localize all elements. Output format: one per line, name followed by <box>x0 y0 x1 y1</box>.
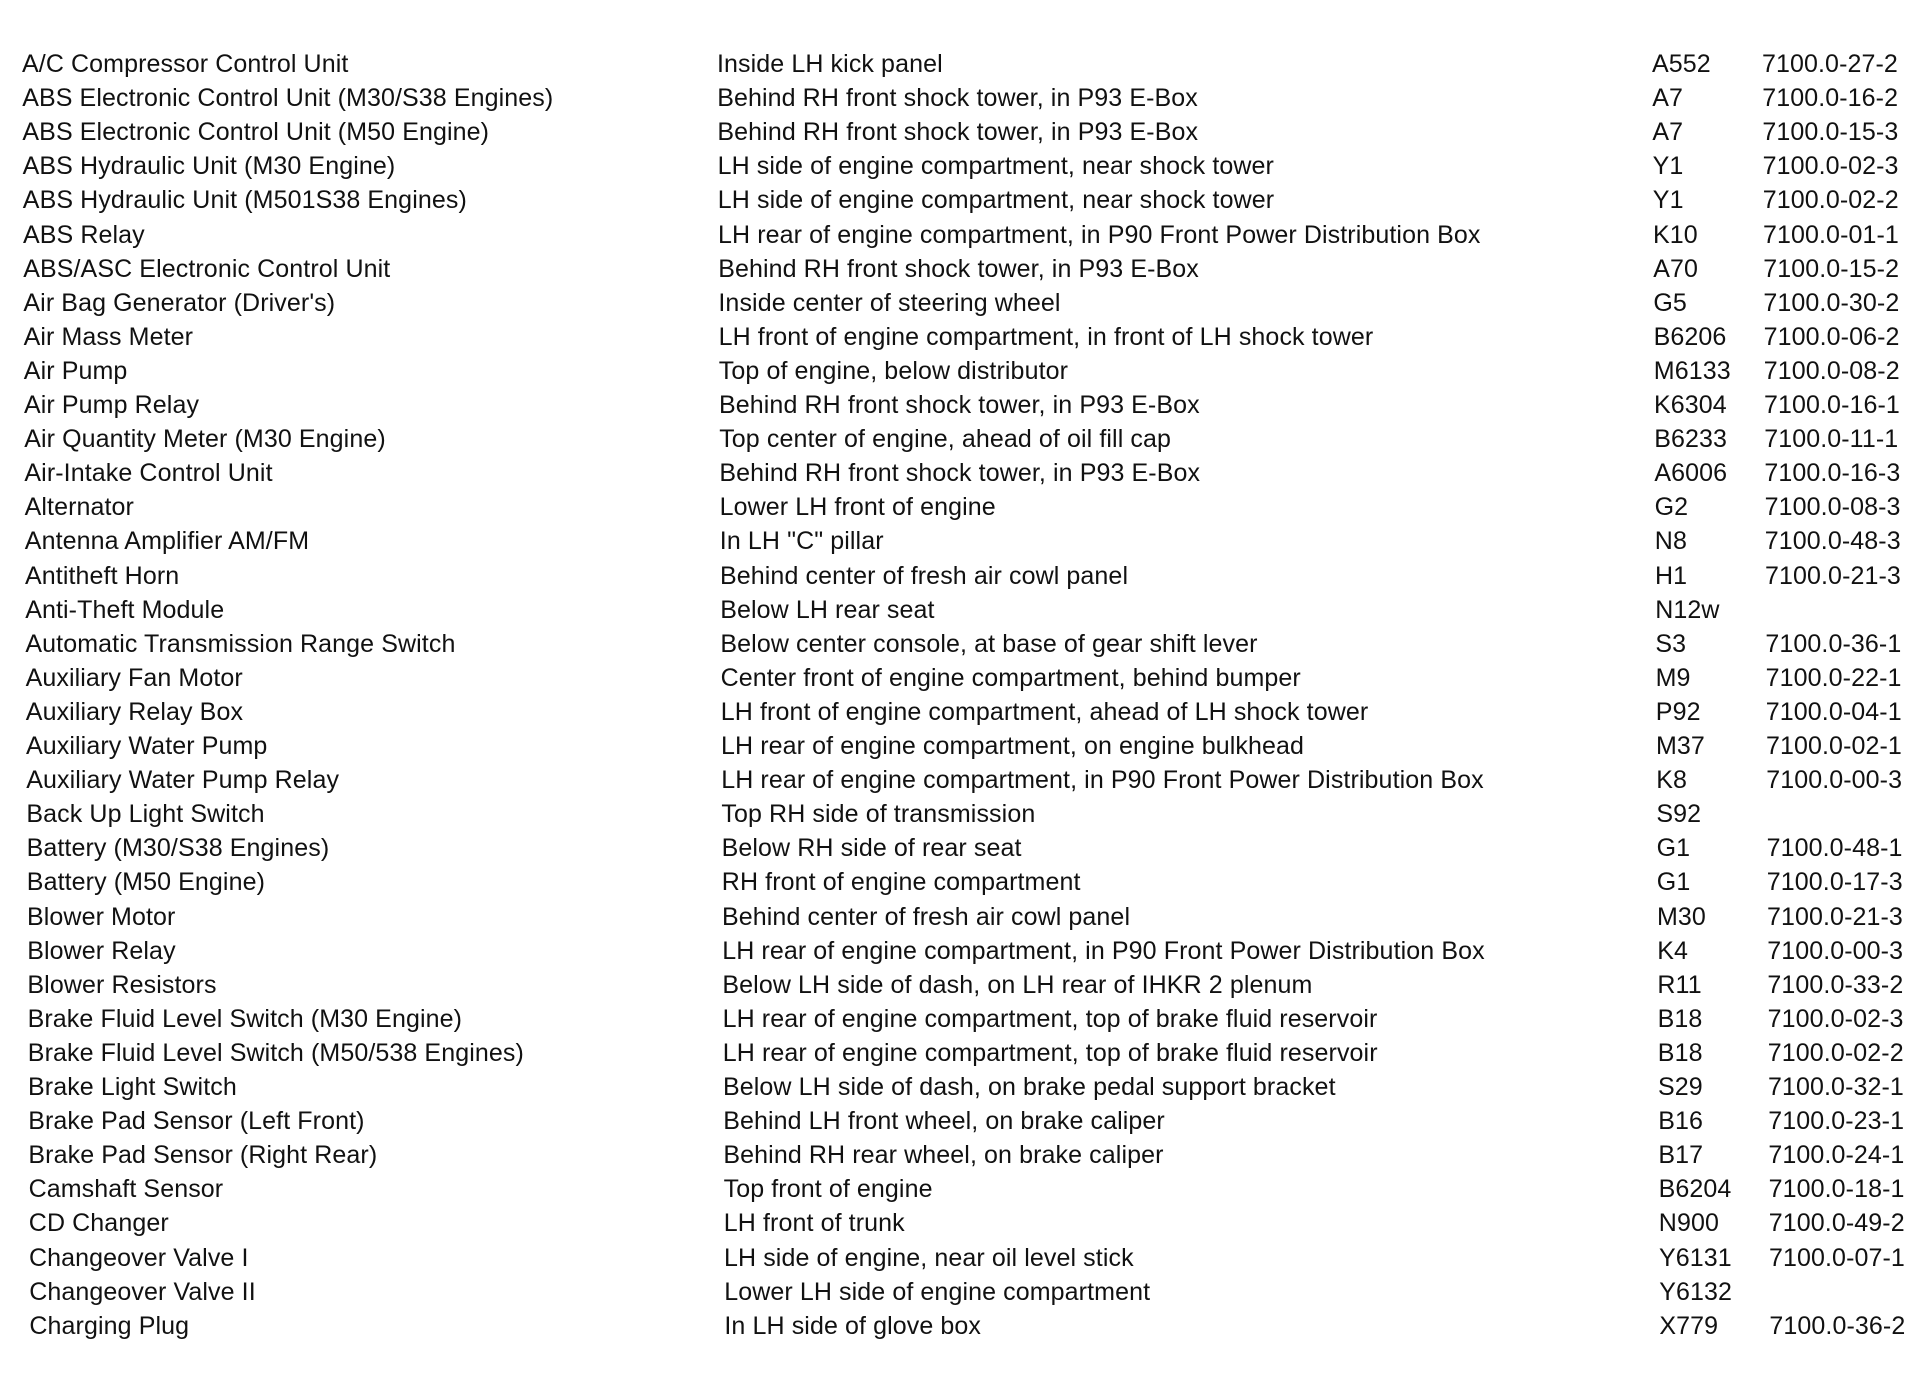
diagram-reference: 7100.0-21-3 <box>1765 561 1901 590</box>
component-code: B6233 <box>1654 425 1727 454</box>
component-location: LH rear of engine compartment, in P90 Front Power Distribution Box <box>718 220 1481 249</box>
component-code: S92 <box>1656 800 1702 829</box>
table-row <box>28 1039 1918 1067</box>
diagram-reference: 7100.0-30-2 <box>1763 288 1900 317</box>
diagram-reference: 7100.0-02-1 <box>1766 732 1902 760</box>
component-location: Below center console, at base of gear shift lever <box>720 629 1258 658</box>
component-name: Auxiliary Water Pump Relay <box>26 766 340 795</box>
diagram-reference: 7100.0-01-1 <box>1763 220 1899 249</box>
component-location: RH front of engine compartment <box>721 868 1081 897</box>
table-row <box>22 118 1912 146</box>
component-location: LH front of trunk <box>723 1209 905 1238</box>
diagram-reference: 7100.0-27-2 <box>1762 50 1898 78</box>
table-row <box>26 664 1916 692</box>
component-name: ABS Electronic Control Unit (M50 Engine) <box>22 118 490 147</box>
component-name: ABS/ASC Electronic Control Unit <box>23 254 391 283</box>
component-location: LH front of engine compartment, ahead of LH shock tower <box>720 697 1369 726</box>
component-name: ABS Hydraulic Unit (M501S38 Engines) <box>22 186 467 215</box>
component-name: Brake Fluid Level Switch (M50/538 Engines) <box>27 1038 524 1067</box>
component-location: Behind center of fresh air cowl panel <box>720 561 1129 590</box>
component-code: Y1 <box>1652 186 1684 215</box>
table-row <box>26 800 1916 828</box>
component-code: B6206 <box>1653 322 1727 351</box>
table-row <box>23 152 1913 180</box>
component-name: ABS Electronic Control Unit (M30/S38 Engines) <box>22 84 554 113</box>
component-code: A7 <box>1652 84 1683 113</box>
component-code: P92 <box>1655 697 1701 726</box>
component-name: Air Quantity Meter (M30 Engine) <box>24 425 386 454</box>
component-name: Blower Relay <box>27 936 176 965</box>
component-name: Blower Resistors <box>27 970 217 999</box>
component-code: A70 <box>1653 254 1698 283</box>
diagram-reference: 7100.0-02-3 <box>1767 1004 1904 1033</box>
component-location: LH rear of engine compartment, in P90 Front Power Distribution Box <box>722 936 1485 965</box>
component-location: Top of engine, below distributor <box>718 356 1069 385</box>
component-code: R11 <box>1657 970 1702 999</box>
component-name: Changeover Valve I <box>29 1243 249 1272</box>
component-name: Air Pump <box>23 356 128 385</box>
table-row <box>29 1244 1919 1272</box>
table-row <box>24 323 1914 351</box>
component-location: LH rear of engine compartment, top of brake fluid reservoir <box>722 1004 1378 1033</box>
table-row <box>25 527 1915 555</box>
table-row <box>23 221 1913 249</box>
table-row <box>27 937 1917 965</box>
component-name: Brake Light Switch <box>28 1073 237 1101</box>
component-code: N12w <box>1655 595 1720 624</box>
component-code: B6204 <box>1658 1175 1732 1204</box>
table-row <box>27 903 1917 931</box>
diagram-reference: 7100.0-08-3 <box>1764 493 1901 522</box>
diagram-reference: 7100.0-02-3 <box>1762 152 1899 181</box>
component-code: N8 <box>1654 527 1687 556</box>
component-code: A6006 <box>1654 459 1728 488</box>
component-code: K4 <box>1657 936 1688 965</box>
component-location: Inside center of steering wheel <box>718 288 1061 317</box>
diagram-reference: 7100.0-48-1 <box>1766 834 1903 863</box>
table-row <box>25 596 1915 624</box>
table-row <box>23 289 1913 317</box>
component-code: K10 <box>1653 220 1698 249</box>
component-code: B16 <box>1658 1107 1703 1136</box>
component-code: K6304 <box>1654 391 1727 419</box>
component-name: Air-Intake Control Unit <box>24 459 273 488</box>
component-name: Air Mass Meter <box>23 322 194 351</box>
table-row <box>25 562 1915 590</box>
component-name: ABS Hydraulic Unit (M30 Engine) <box>22 152 396 181</box>
table-row <box>25 630 1915 658</box>
diagram-reference: 7100.0-32-1 <box>1768 1073 1904 1101</box>
table-row <box>24 425 1914 453</box>
table-row <box>29 1312 1919 1340</box>
component-location: Behind RH front shock tower, in P93 E-Box <box>717 118 1199 147</box>
component-name: Auxiliary Fan Motor <box>25 663 243 692</box>
table-row <box>28 1141 1918 1169</box>
component-location: Behind RH front shock tower, in P93 E-Box <box>717 84 1198 113</box>
diagram-reference: 7100.0-16-2 <box>1762 84 1899 113</box>
table-row <box>28 1073 1918 1101</box>
table-row <box>29 1278 1919 1306</box>
component-code: G5 <box>1653 288 1687 317</box>
component-code: Y1 <box>1652 152 1684 181</box>
component-code: X779 <box>1659 1311 1719 1340</box>
table-row <box>27 868 1917 896</box>
diagram-reference: 7100.0-02-2 <box>1767 1038 1904 1067</box>
diagram-reference: 7100.0-11-1 <box>1764 425 1899 454</box>
diagram-reference: 7100.0-04-1 <box>1765 697 1902 726</box>
component-name: Brake Pad Sensor (Right Rear) <box>28 1141 378 1170</box>
component-location: LH side of engine, near oil level stick <box>724 1243 1134 1272</box>
component-location: Behind RH rear wheel, on brake caliper <box>723 1141 1164 1170</box>
component-location: Behind RH front shock tower, in P93 E-Box <box>719 459 1201 488</box>
component-location: Behind RH front shock tower, in P93 E-Box <box>719 391 1200 419</box>
component-code: G1 <box>1656 834 1691 863</box>
component-name: Brake Pad Sensor (Left Front) <box>28 1107 365 1136</box>
component-code: B17 <box>1658 1141 1704 1170</box>
component-location: Behind RH front shock tower, in P93 E-Box <box>718 254 1199 283</box>
component-code: K8 <box>1656 766 1687 795</box>
diagram-reference: 7100.0-16-3 <box>1764 459 1901 488</box>
component-name: Blower Motor <box>27 902 176 931</box>
component-name: CD Changer <box>28 1209 169 1238</box>
component-name: Antenna Amplifier AM/FM <box>24 527 310 556</box>
component-code: Y6132 <box>1659 1277 1732 1306</box>
table-row <box>23 186 1913 214</box>
table-row <box>27 971 1917 999</box>
table-row <box>24 357 1914 385</box>
component-name: Camshaft Sensor <box>28 1175 224 1204</box>
component-location: Top center of engine, ahead of oil fill cap <box>719 425 1172 454</box>
component-code: H1 <box>1655 561 1688 590</box>
diagram-reference: 7100.0-18-1 <box>1768 1175 1905 1204</box>
table-row <box>25 493 1915 521</box>
component-location: Below LH side of dash, on LH rear of IHKR 2 plenum <box>722 970 1313 999</box>
table-row <box>24 391 1914 419</box>
component-location: Lower LH side of engine compartment <box>724 1277 1151 1306</box>
component-location: In LH side of glove box <box>724 1311 982 1340</box>
component-name: Auxiliary Water Pump <box>26 732 268 760</box>
component-code: G1 <box>1656 868 1691 897</box>
diagram-reference: 7100.0-16-1 <box>1764 391 1900 419</box>
diagram-reference: 7100.0-49-2 <box>1768 1209 1905 1238</box>
component-name: Air Pump Relay <box>24 391 200 419</box>
component-code: S3 <box>1655 629 1687 658</box>
component-location: LH side of engine compartment, near shock tower <box>717 152 1274 181</box>
table-row <box>28 1005 1918 1033</box>
component-name: Antitheft Horn <box>25 561 180 590</box>
component-code: M6133 <box>1653 356 1731 385</box>
component-code: M9 <box>1655 663 1691 692</box>
component-location: LH rear of engine compartment, top of brake fluid reservoir <box>722 1038 1378 1067</box>
component-code: A552 <box>1652 50 1711 78</box>
component-name: Anti-Theft Module <box>25 595 225 624</box>
table-row <box>24 459 1914 487</box>
table-row <box>23 255 1913 283</box>
diagram-reference: 7100.0-22-1 <box>1765 663 1902 692</box>
component-name: Automatic Transmission Range Switch <box>25 629 456 658</box>
component-code: A7 <box>1652 118 1684 147</box>
diagram-reference: 7100.0-07-1 <box>1769 1243 1905 1272</box>
table-row <box>27 834 1917 862</box>
component-name: Alternator <box>24 493 134 522</box>
component-location: Below RH side of rear seat <box>721 834 1022 863</box>
component-name: Brake Fluid Level Switch (M30 Engine) <box>27 1004 463 1033</box>
component-location: Behind LH front wheel, on brake caliper <box>723 1107 1165 1136</box>
component-code: M37 <box>1656 732 1705 760</box>
component-location: LH rear of engine compartment, in P90 Front Power Distribution Box <box>721 766 1484 795</box>
diagram-reference: 7100.0-36-1 <box>1765 629 1902 658</box>
table-row <box>28 1107 1918 1135</box>
component-code: Y6131 <box>1659 1243 1732 1272</box>
table-row <box>22 84 1912 112</box>
diagram-reference: 7100.0-02-2 <box>1762 186 1899 215</box>
component-name: Battery (M50 Engine) <box>26 868 266 897</box>
diagram-reference: 7100.0-00-3 <box>1767 936 1904 965</box>
component-location: LH side of engine compartment, near shock tower <box>717 186 1275 215</box>
diagram-reference: 7100.0-06-2 <box>1763 322 1900 351</box>
component-name: Back Up Light Switch <box>26 800 265 829</box>
component-location: Top RH side of transmission <box>721 800 1036 829</box>
component-location: LH rear of engine compartment, on engine bulkhead <box>721 732 1305 760</box>
table-row <box>26 698 1916 726</box>
component-code: B18 <box>1657 1004 1703 1033</box>
component-name: Battery (M30/S38 Engines) <box>26 834 330 863</box>
component-code: B18 <box>1657 1038 1703 1067</box>
table-row <box>26 766 1916 794</box>
component-code: N900 <box>1658 1209 1719 1238</box>
component-location: Lower LH front of engine <box>719 493 996 522</box>
component-name: ABS Relay <box>23 220 145 249</box>
diagram-reference: 7100.0-21-3 <box>1767 902 1903 931</box>
table-row <box>22 50 1912 78</box>
component-name: Changeover Valve II <box>29 1277 256 1306</box>
component-name: Charging Plug <box>29 1311 190 1340</box>
component-name: Air Bag Generator (Driver's) <box>23 288 336 317</box>
component-name: A/C Compressor Control Unit <box>22 50 349 78</box>
diagram-reference: 7100.0-00-3 <box>1766 766 1903 795</box>
diagram-reference: 7100.0-08-2 <box>1763 356 1900 385</box>
component-code: G2 <box>1654 493 1689 522</box>
diagram-reference: 7100.0-24-1 <box>1768 1141 1905 1170</box>
component-location: Inside LH kick panel <box>717 50 943 78</box>
component-location: LH front of engine compartment, in front of LH shock tower <box>718 322 1374 351</box>
component-code: M30 <box>1657 902 1706 931</box>
diagram-reference: 7100.0-48-3 <box>1764 527 1901 556</box>
component-name: Auxiliary Relay Box <box>25 697 244 726</box>
component-location: Below LH side of dash, on brake pedal support bracket <box>723 1073 1336 1101</box>
component-code: S29 <box>1658 1073 1703 1101</box>
diagram-reference: 7100.0-23-1 <box>1768 1107 1905 1136</box>
diagram-reference: 7100.0-15-3 <box>1762 118 1899 147</box>
component-location: Center front of engine compartment, behind bumper <box>720 663 1301 692</box>
diagram-reference: 7100.0-33-2 <box>1767 970 1904 999</box>
component-location: Top front of engine <box>723 1175 933 1204</box>
component-location: Behind center of fresh air cowl panel <box>722 902 1131 931</box>
table-row <box>29 1175 1919 1203</box>
component-location: Below LH rear seat <box>720 595 935 624</box>
table-row <box>26 732 1916 760</box>
table-row <box>29 1209 1919 1237</box>
diagram-reference: 7100.0-17-3 <box>1766 868 1903 897</box>
diagram-reference: 7100.0-36-2 <box>1769 1311 1906 1340</box>
diagram-reference: 7100.0-15-2 <box>1763 254 1900 283</box>
component-location: In LH "C" pillar <box>719 527 884 556</box>
